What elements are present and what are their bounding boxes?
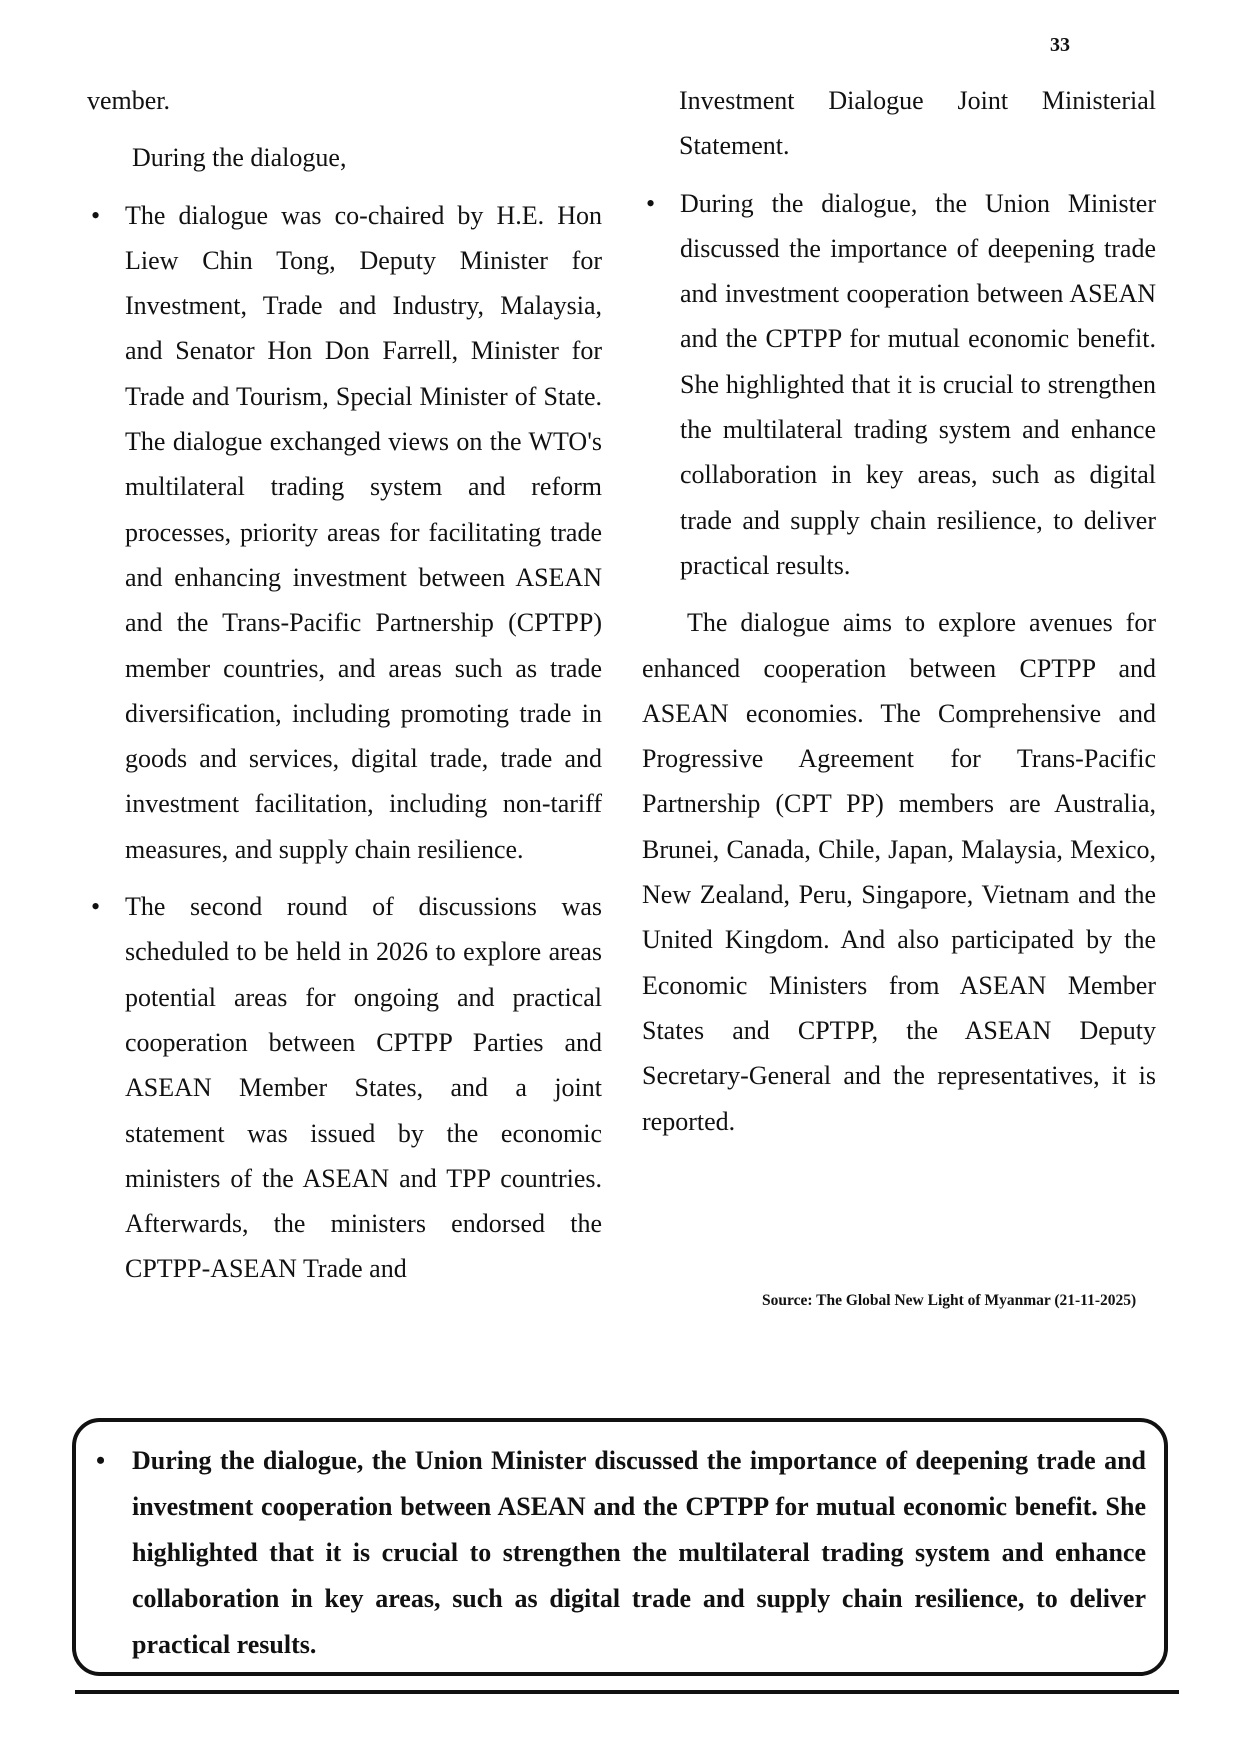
bullet-item [87, 193, 602, 872]
continuation-text: vember. [87, 86, 171, 115]
footer-rule [75, 1690, 1179, 1694]
bullet-item [642, 181, 1156, 589]
source-citation: Source: The Global New Light of Myanmar (21-11-2025) [762, 1292, 1137, 1309]
body-paragraph: The dialogue aims to explore avenues for enhanced cooperation between CPTPP and ASEAN economies. The Comprehensive and Progressive Agreement for Trans-Pacific Partnership (CPT PP) members are Australia, Brunei, Canada, Chile, Japan, Malaysia, Mexico, New Zealand, Peru, Singapore, Vietnam and the United Kingdom. And also participated by the Economic Ministers from ASEAN Member States and CPTPP, the ASEAN Deputy Secretary-General and the representatives, it is reported. [642, 608, 1156, 1136]
bullet-icon: • [96, 1446, 106, 1475]
callout-text: During the dialogue, the Union Minister discussed the importance of deepening trade and investment cooperation between ASEAN and the CPTPP for mutual economic benefit. She highlighted that it is crucial to strengthen the multilateral trading system and enhance collaboration in key areas, such as digital trade and supply chain resilience, to deliver practical results. [132, 1446, 1146, 1659]
continuation-text: Investment Dialogue Joint Ministerial Statement. [679, 86, 1156, 161]
page-number: 33 [1050, 34, 1070, 56]
bullet-text: During the dialogue, the Union Minister discussed the importance of deepening trade and investment cooperation between ASEAN and the CPTPP for mutual economic benefit. She highlighted that it is crucial to strengthen the multilateral trading system and enhance collaboration in key areas, such as digital trade and supply chain resilience, to deliver practical results. [680, 188, 1156, 580]
left-column [87, 78, 602, 1304]
intro-text: During the dialogue, [132, 143, 347, 173]
bullet-text: The dialogue was co-chaired by H.E. Hon Liew Chin Tong, Deputy Minister for Investment, Trade and Industry, Malaysia, and Senator Hon Don Farrell, Minister for Trade and Tourism, Special Minister of State. The dialogue exchanged views on the WTO's multilateral trading system and reform processes, priority areas for facilitating trade and enhancing investment between ASEAN and the Trans-Pacific Partnership (CPTPP) member countries, and areas such as trade diversification, including promoting trade in goods and services, digital trade, trade and investment facilitation, including non-tariff measures, and supply chain resilience. [125, 200, 602, 864]
right-column [642, 78, 1156, 1156]
bullet-icon: • [646, 188, 656, 218]
bullet-icon: • [91, 892, 101, 922]
highlight-callout-box [72, 1418, 1168, 1676]
bullet-icon: • [91, 200, 101, 230]
bullet-text: The second round of discussions was scheduled to be held in 2026 to explore areas potential areas for ongoing and practical cooperation between CPTPP Parties and ASEAN Member States, and a joint statement was issued by the economic ministers of the ASEAN and TPP countries. Afterwards, the ministers endorsed the CPTPP-ASEAN Trade and [125, 892, 602, 1284]
bullet-item [87, 884, 602, 1292]
